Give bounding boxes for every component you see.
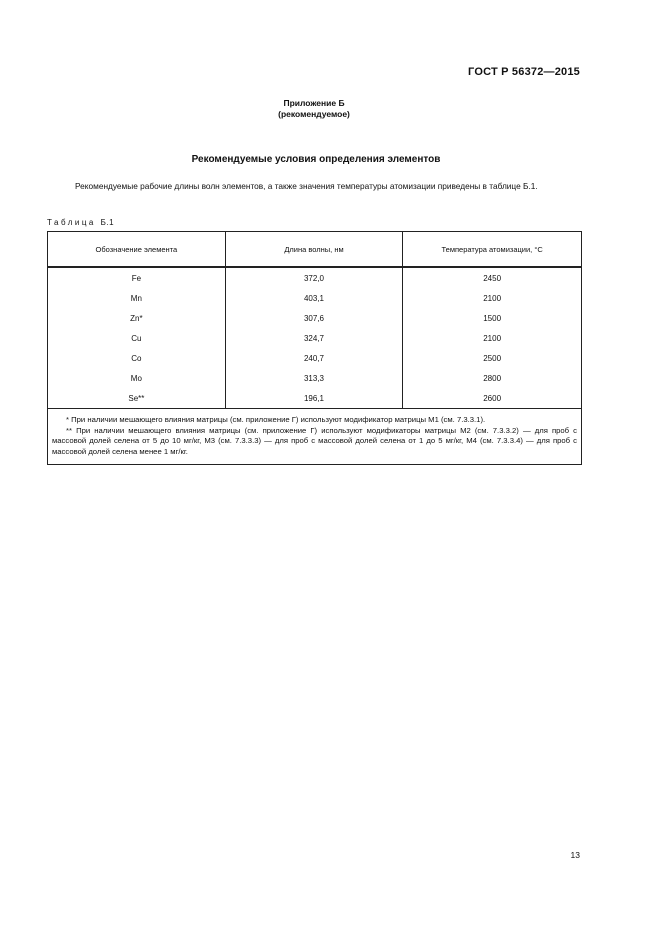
cell-temperature: 2100 <box>403 328 582 348</box>
cell-element: Mo <box>48 368 226 388</box>
intro-paragraph: Рекомендуемые рабочие длины волн элементов, а также значения температуры атомизации приведены в таблице Б.1. <box>75 181 538 191</box>
table-note: * При наличии мешающего влияния матрицы (см. приложение Г) используют модификатор матрицы М1 (см. 7.3.3.1). <box>66 415 486 424</box>
cell-element: Mn <box>48 288 226 308</box>
table-note: ** При наличии мешающего влияния матрицы (см. приложение Г) используют модификаторы матрицы М2 (см. 7.3.3.2) — для проб с массовой долей селена от 5 до 10 мг/кг, М3 (см. 7.3.3.3) — для проб с массовой долей селена от 1 до 5 мг/кг, М4 (см. 7.3.3.4) — для проб с массовой долей селена менее 1 мг/кг. <box>52 425 577 456</box>
header-wavelength: Длина волны, нм <box>225 232 403 268</box>
table-row <box>48 348 582 368</box>
header-element: Обозначение элемента <box>48 232 226 268</box>
cell-element: Zn* <box>48 308 226 328</box>
cell-temperature: 2100 <box>403 288 582 308</box>
cell-element: Co <box>48 348 226 368</box>
cell-wavelength: 240,7 <box>225 348 403 368</box>
header-temperature: Температура атомизации, °С <box>403 232 582 268</box>
page-number: 13 <box>570 850 580 860</box>
table-caption <box>47 218 114 227</box>
table-row <box>48 288 582 308</box>
table-row <box>48 308 582 328</box>
cell-wavelength: 372,0 <box>225 267 403 288</box>
cell-temperature: 1500 <box>403 308 582 328</box>
cell-element: Fe <box>48 267 226 288</box>
standard-number: ГОСТ Р 56372—2015 <box>468 66 580 78</box>
cell-wavelength: 313,3 <box>225 368 403 388</box>
cell-wavelength: 307,6 <box>225 308 403 328</box>
cell-wavelength: 403,1 <box>225 288 403 308</box>
cell-temperature: 2600 <box>403 388 582 409</box>
cell-wavelength: 196,1 <box>225 388 403 409</box>
table-header-row <box>48 232 582 268</box>
section-title: Рекомендуемые условия определения элементов <box>191 154 441 165</box>
annex-title: Приложение Б <box>283 98 345 108</box>
cell-element: Se** <box>48 388 226 409</box>
table-row <box>48 368 582 388</box>
cell-element: Cu <box>48 328 226 348</box>
table-row <box>48 328 582 348</box>
elements-table <box>47 231 582 465</box>
cell-temperature: 2800 <box>403 368 582 388</box>
table-notes-row <box>48 409 582 465</box>
table-caption-number: Б.1 <box>100 218 115 227</box>
table-row <box>48 267 582 288</box>
annex-status: (рекомендуемое) <box>278 109 350 119</box>
table-caption-label: Таблица <box>47 218 96 227</box>
cell-wavelength: 324,7 <box>225 328 403 348</box>
table-row <box>48 388 582 409</box>
annex-heading <box>0 98 628 120</box>
cell-temperature: 2500 <box>403 348 582 368</box>
cell-temperature: 2450 <box>403 267 582 288</box>
table-notes <box>48 409 582 465</box>
